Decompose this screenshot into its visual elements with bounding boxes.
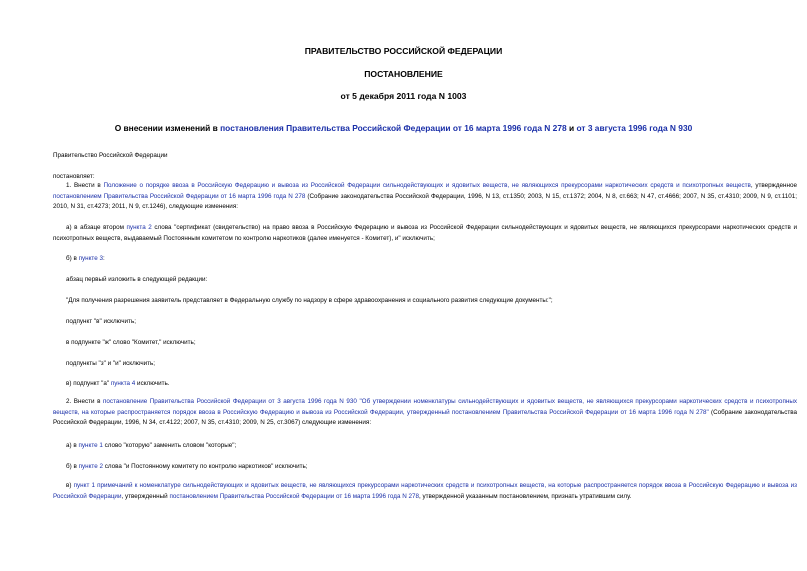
subitem-v-intro: в) подпункт "а" xyxy=(66,380,111,387)
document-title xyxy=(20,123,787,134)
link-point-3[interactable]: пункте 3 xyxy=(78,255,103,262)
subpoints-z-i-exclude: подпункты "з" и "и" исключить; xyxy=(66,360,156,367)
intro-paragraph: Правительство Российской Федерации xyxy=(53,152,168,159)
item-2v-intro: в) xyxy=(66,482,74,489)
subitem-b-paragraph xyxy=(53,254,797,265)
link-point-2[interactable]: пункта 2 xyxy=(126,224,152,231)
link-decree-278-second[interactable]: постановлением Правительства Российской Федерации от 16 марта 1996 года N 278 xyxy=(169,492,419,500)
new-wording-quote: "Для получения разрешения заявитель представляет в Федеральную службу по надзору в сфере здравоохранения и социального развития следующие документы:"; xyxy=(66,297,553,304)
link-regulation-import-export[interactable]: Положение о порядке ввоза в Российскую Федерацию и вывоза из Российской Федерации сильнодействующих и ядовитых веществ, не являющихся прекурсорами наркотических средств и психотропных веществ xyxy=(103,182,751,189)
item-1-paragraph xyxy=(53,181,797,213)
document-type-heading: ПОСТАНОВЛЕНИЕ xyxy=(364,69,443,79)
item-2a-paragraph xyxy=(53,441,797,452)
item-2-intro: 2. Внести в xyxy=(66,398,103,405)
item-1-sources: (Собрание законодательства Российской Федерации, 1996, N 13, ст.1350; 2003, N 15, ст.1372; 2004, N 8, ст.663; N 47, ст.4666; 2007, N 35, ст.4310; 2009, N 9, ст.1101; 2010, N 31, ст.4273; 2011, N 9, ст.1246), следующие изменения: xyxy=(53,192,797,210)
item-2a-text: слово "которую" заменить словом "которые"; xyxy=(102,442,237,449)
item-2a-intro: а) в xyxy=(66,442,79,449)
item-2v-end: , утвержденной указанным постановлением, признать утратившим силу. xyxy=(419,492,632,500)
link-decree-930[interactable]: постановление Правительства Российской Федерации от 3 августа 1996 года N 930 "Об утверждении номенклатуры сильнодействующих и ядовитых веществ, не являющихся прекурсорами наркотических средств и психотропных веществ, на которые распространяется порядок ввоза в Российскую Федерацию и вывоза из Российской Федерации, утвержденный постановлением Правительства Российской Федерации от 16 марта 1996 года N 278" xyxy=(53,398,798,416)
subitem-v-end: исключить. xyxy=(135,380,170,387)
government-heading: ПРАВИТЕЛЬСТВО РОССИЙСКОЙ ФЕДЕРАЦИИ xyxy=(304,46,503,56)
item-1-approved: , утвержденное xyxy=(750,182,797,189)
item-2-paragraph xyxy=(53,397,797,429)
item-2b-text: слова "и Постоянному комитету по контролю наркотиков" исключить; xyxy=(103,463,308,470)
subitem-b-intro: б) в xyxy=(66,255,79,262)
first-paragraph-instruction: абзац первый изложить в следующей редакции: xyxy=(66,276,208,283)
item-2b-paragraph xyxy=(53,462,797,473)
item-1-intro: 1. Внести в xyxy=(66,182,104,189)
title-link-decree-278[interactable]: постановления Правительства Российской Федерации от 16 марта 1996 года N 278 xyxy=(220,123,567,133)
subitem-a-paragraph xyxy=(53,223,797,244)
subitem-b-end: : xyxy=(103,255,105,262)
item-2v-approved: , утвержденный xyxy=(121,492,170,500)
subitem-a-text: слова "сертификат (свидетельство) на право ввоза в Российскую Федерацию и вывоза из Российской Федерации сильнодействующих и ядовитых веществ, не являющихся прекурсорами наркотических средств и психотропных веществ, выдаваемый Постоянным комитетом по контролю наркотиков (далее именуется - Комитет), и" исключить; xyxy=(53,224,797,242)
document-date-number: от 5 декабря 2011 года N 1003 xyxy=(340,91,467,101)
link-item-point-2[interactable]: пункте 2 xyxy=(78,463,103,470)
subitem-a-intro: а) в абзаце втором xyxy=(66,224,127,231)
link-notes-point-1[interactable]: пункт 1 примечаний к номенклатуре сильнодействующих и ядовитых веществ, не являющихся прекурсорами наркотических средств и психотропных веществ, на которые распространяется порядок ввоза в Российскую Федерацию и вывоза из Российской Федерации xyxy=(53,482,797,500)
title-prefix: О внесении изменений в xyxy=(114,123,221,133)
item-2b-intro: б) в xyxy=(66,463,79,470)
link-point-4[interactable]: пункта 4 xyxy=(110,380,136,387)
title-link-decree-930[interactable]: от 3 августа 1996 года N 930 xyxy=(576,123,693,133)
subpoint-v-exclude: подпункт "в" исключить; xyxy=(66,318,136,325)
link-decree-278[interactable]: постановлением Правительства Российской Федерации от 16 марта 1996 года N 278 xyxy=(53,192,306,200)
resolves-paragraph: постановляет: xyxy=(53,173,95,180)
item-2v-paragraph xyxy=(53,481,797,502)
item-2-sources: (Собрание законодательства Российской Федерации, 1996, N 34, ст.4122; 2007, N 35, ст.4310; 2009, N 25, ст.3067) следующие изменения: xyxy=(53,408,798,426)
subpoint-zh-change: в подпункте "ж" слово "Комитет," исключить; xyxy=(66,339,196,346)
link-item-point-1[interactable]: пункте 1 xyxy=(78,442,103,449)
subitem-v-paragraph xyxy=(53,379,797,390)
title-middle: и xyxy=(566,123,577,133)
